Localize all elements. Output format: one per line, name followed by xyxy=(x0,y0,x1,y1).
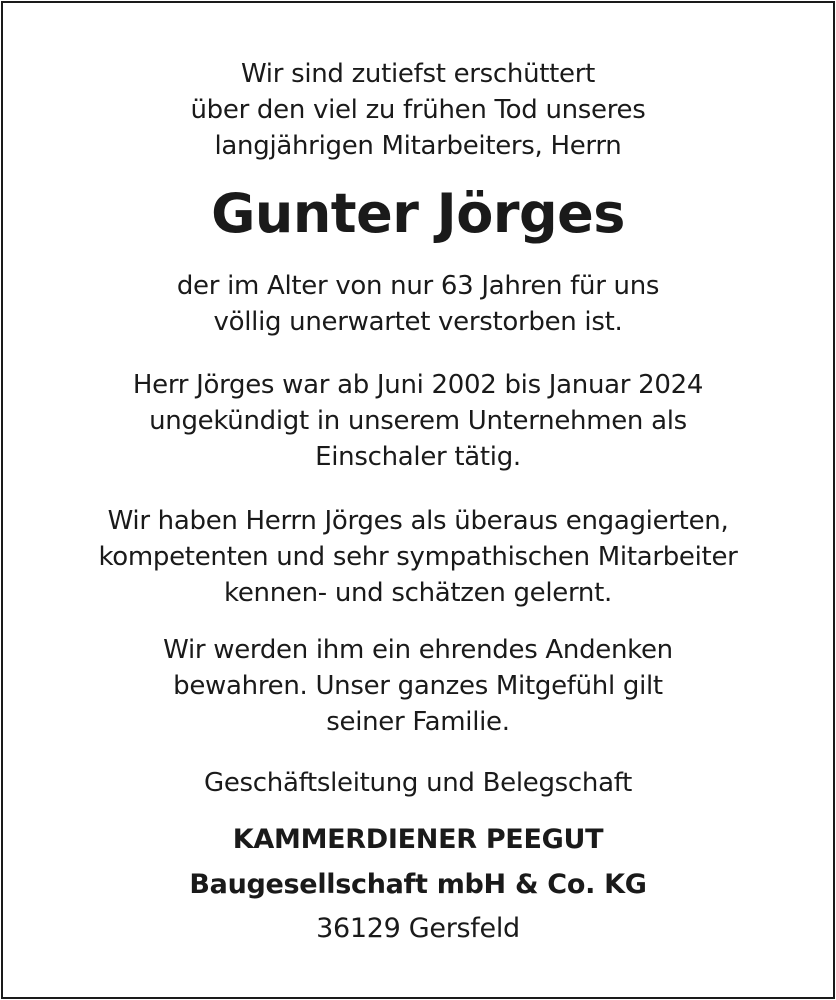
signature-text: Geschäftsleitung und Belegschaft xyxy=(203,768,633,798)
company-address xyxy=(3,911,833,947)
remembrance-line: seiner Familie. xyxy=(326,707,510,737)
signature-line xyxy=(3,765,833,801)
company-name xyxy=(3,817,833,907)
company-city: 36129 Gersfeld xyxy=(316,913,520,944)
career-line: Einschaler tätig. xyxy=(315,442,521,472)
career-line: ungekündigt in unserem Unternehmen als xyxy=(149,406,687,436)
obituary-content xyxy=(3,3,833,997)
intro-line: Wir sind zutiefst erschüttert xyxy=(240,59,596,89)
deceased-name: Gunter Jörges xyxy=(211,182,625,245)
appreciation-line: kompetenten und sehr sympathischen Mitarbeiter xyxy=(98,542,738,572)
age-line: der im Alter von nur 63 Jahren für uns xyxy=(176,271,660,301)
appreciation-paragraph xyxy=(3,503,833,611)
remembrance-line: Wir werden ihm ein ehrendes Andenken xyxy=(163,635,673,665)
age-line: völlig unerwartet verstorben ist. xyxy=(213,307,623,337)
intro-paragraph xyxy=(3,56,833,164)
obituary-frame xyxy=(1,1,835,999)
intro-line: über den viel zu frühen Tod unseres xyxy=(190,95,646,125)
remembrance-paragraph xyxy=(3,632,833,740)
appreciation-line: Wir haben Herrn Jörges als überaus engagierten, xyxy=(107,506,729,536)
intro-line: langjährigen Mitarbeiters, Herrn xyxy=(214,131,622,161)
age-paragraph xyxy=(3,268,833,340)
career-line: Herr Jörges war ab Juni 2002 bis Januar 2024 xyxy=(132,370,704,400)
company-name-line1: KAMMERDIENER PEEGUT xyxy=(232,824,604,855)
career-paragraph xyxy=(3,367,833,475)
company-name-line2: Baugesellschaft mbH & Co. KG xyxy=(189,869,647,900)
appreciation-line: kennen- und schätzen gelernt. xyxy=(224,578,612,608)
remembrance-line: bewahren. Unser ganzes Mitgefühl gilt xyxy=(173,671,663,701)
